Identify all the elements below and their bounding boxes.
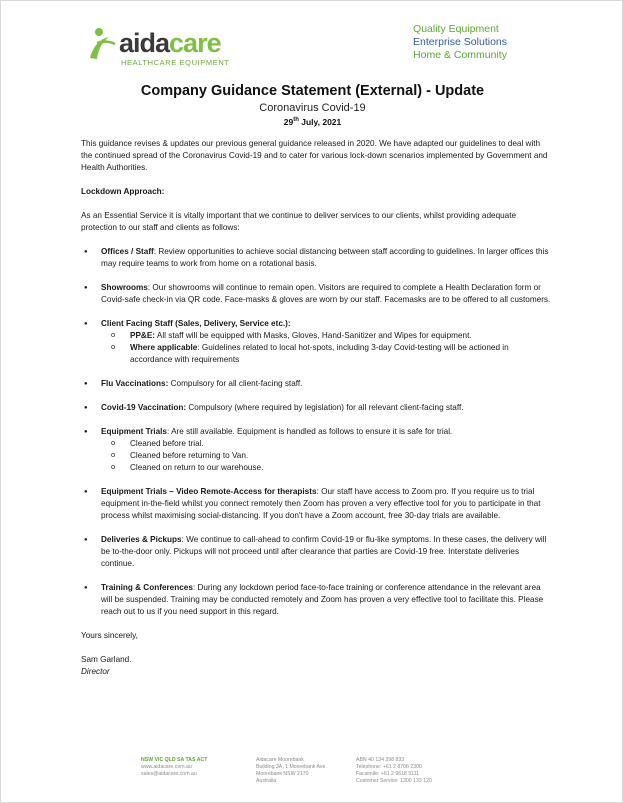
section-heading: Lockdown Approach: [81,187,165,196]
list-item: ● Deliveries & Pickups: We continue to call-ahead to confirm Covid-19 or flu-like symptoms. In these cases, the delivery will be to-the-door only. Pickups will not proceed until after clearance that parties are Covid-19 free. Interstate deliveries continue. [81,534,551,570]
sub-list-item: o Cleaned before returning to Van. [101,450,551,462]
list-item: ● Training & Conferences: During any lockdown period face-to-face training or conference attendance in the relevant area will be suspended. Training may be conducted remotely and Zoom has proven a very effective tool to facilitate this. Please reach out to us if you need support in this regard. [81,582,551,618]
sub-list [101,330,551,366]
aidacare-logo [87,25,247,71]
website-link[interactable]: www.aidacare.com.au [141,764,192,770]
header-tagline [413,23,507,62]
section-intro: As an Essential Service it is vitally important that we continue to deliver services to our clients, whilst providing adequate protection to our staff and clients as follows: [81,211,517,232]
list-item: ● Equipment Trials – Video Remote-Access for therapists: Our staff have access to Zoom pro. If you require us to trial equipment in-the-field whilst you connect remotely then Zoom has proven a very effective tool for you to participate in that process whilst maximising social-distancing. If you don't have a Zoom account, free 30-day trials are available. [81,486,551,522]
list-item: ● Showrooms: Our showrooms will continue to remain open. Visitors are required to complete a Health Declaration form or Covid-safe check-in via QR code. Face-masks & gloves are worn by our staff. Facemasks are to be offered to all customers. [81,282,551,306]
footer-contact: NSW VIC QLD SA TAS ACT www.aidacare.com.au sales@aidacare.com.au [141,757,208,777]
footer-address: Aidacare Moorebank Building 3A, 1 Moorebank Ave Moorebank NSW 2170 Australia [256,757,326,784]
list-item: ● Flu Vaccinations: Compulsory for all client-facing staff. [81,378,551,390]
sub-list-item: o Where applicable: Guidelines related to local hot-spots, including 3-day Covid-testing will be actioned in accordance with requirements [101,342,551,366]
signatory-name: Sam Garland. [81,655,132,664]
sub-list-item: o Cleaned before trial. [101,438,551,450]
logo-subtitle: HEALTHCARE EQUIPMENT [121,58,230,67]
document-title: Company Guidance Statement (External) - Update [140,83,485,99]
list-item: ● Covid-19 Vaccination: Compulsory (where required by legislation) for all relevant client-facing staff. [81,402,551,414]
email-link[interactable]: sales@aidacare.com.au [141,771,197,777]
closing-salutation: Yours sincerely, [81,631,138,640]
list-item: ● Client Facing Staff (Sales, Delivery, Service etc.): o PP&E: All staff will be equipped with Masks, Gloves, Hand-Sanitizer and Wipes for equipment. o Where applicable: Guidelines related to local hot-spots, including 3-day Covid-testing will be actioned in accordance with requirements [81,318,551,366]
logo-wordmark: aidacare [119,28,221,58]
tagline-line: Home & Community [413,49,507,61]
intro-paragraph: This guidance revises & updates our previous general guidance released in 2020. We have adapted our guidelines to deal with the continued spread of the Coronavirus Covid-19 and to cater for various lock-down scenarios implemented by Government and Health Authorities. [81,139,548,172]
sub-list-item: o PP&E: All staff will be equipped with Masks, Gloves, Hand-Sanitizer and Wipes for equipment. [101,330,551,342]
document-subtitle: Coronavirus Covid-19 [259,102,366,114]
sub-list [101,438,551,474]
signatory-role: Director [81,667,110,676]
document-date: 29th July, 2021 [283,117,342,127]
sub-list-item: o Cleaned on return to our warehouse. [101,462,551,474]
list-item: ● Equipment Trials: Are still available. Equipment is handled as follows to ensure it is safe for trial. o Cleaned before trial. o Cleaned before returning to Van. o Cleaned on return to our warehouse. [81,426,551,474]
list-item: ● Offices / Staff: Review opportunities to achieve social distancing between staff according to guidelines. In larger offices this may require teams to work from home on a rotational basis. [81,246,551,270]
footer-phones: ABN 40 134 398 833 Telephone: +61 2 8706 2300 Facsimile: +61 2 9618 5111 Customer Service: 1300 133 120 [356,757,432,784]
document-body [81,138,551,678]
tagline-line: Enterprise Solutions [413,36,507,48]
tagline-line: Quality Equipment [413,23,499,35]
guidance-list [81,246,551,618]
